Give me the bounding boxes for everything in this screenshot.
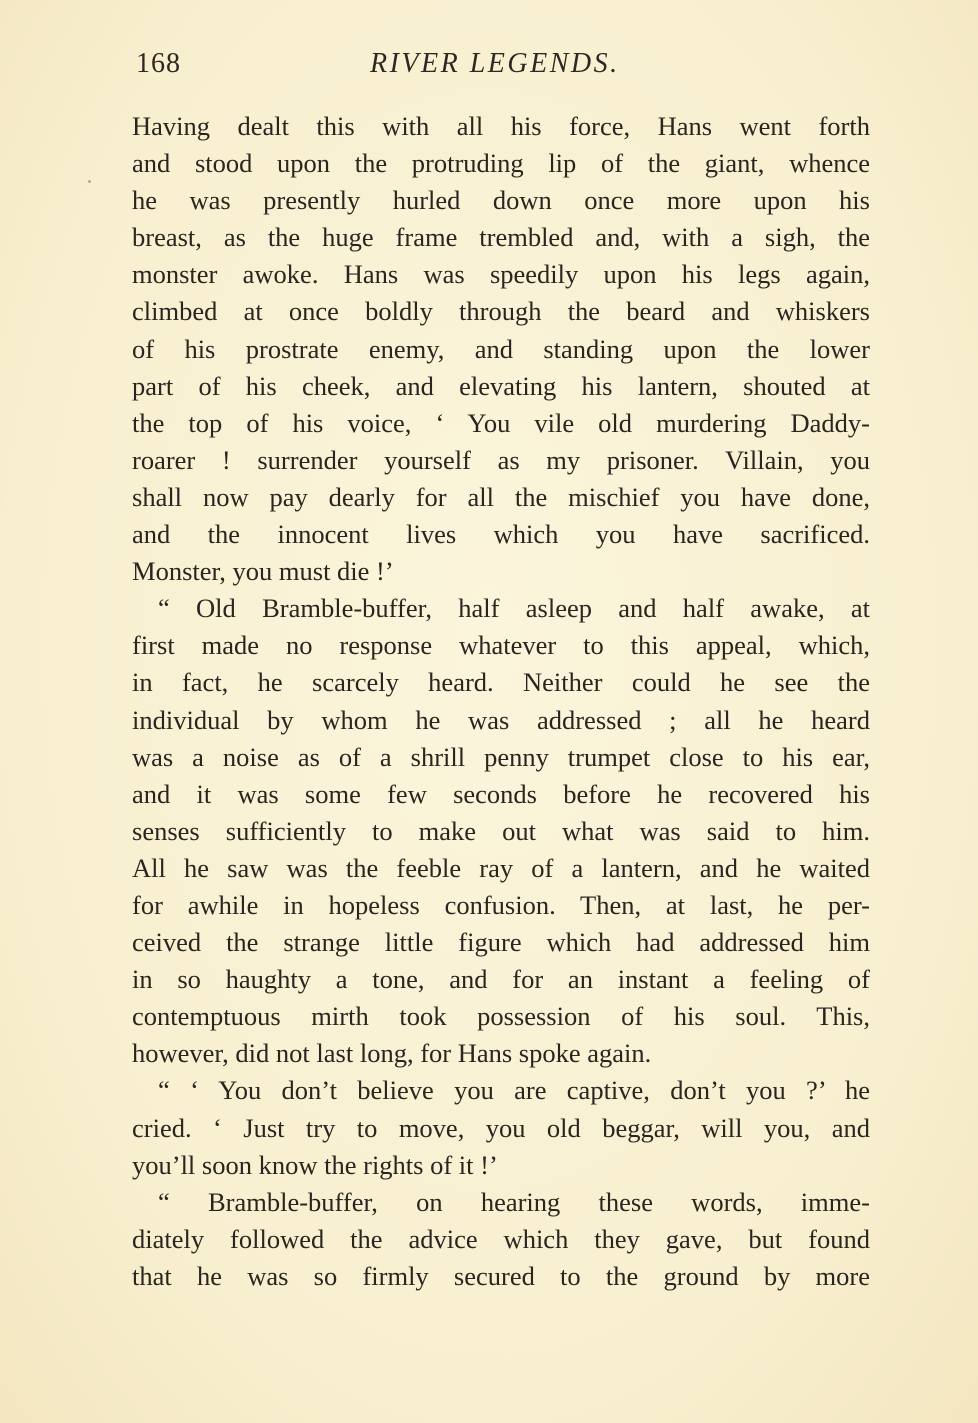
paper-fleck	[88, 180, 91, 183]
text-line: roarer ! surrender yourself as my prisoner. Villain, you	[132, 444, 870, 475]
text-line: the top of his voice, ‘ You vile old murdering Daddy-	[132, 407, 870, 438]
text-line: of his prostrate enemy, and standing upon the lower	[132, 333, 870, 364]
text-line: diately followed the advice which they gave, but found	[132, 1223, 870, 1254]
running-title: RIVER LEGENDS.	[370, 48, 620, 79]
text-line: ceived the strange little figure which had addressed him	[132, 927, 870, 958]
text-line: monster awoke. Hans was speedily upon his legs again,	[132, 259, 870, 290]
text-line: climbed at once boldly through the beard and whiskers	[132, 296, 870, 327]
text-line: individual by whom he was addressed ; all he heard	[132, 704, 870, 735]
text-line: senses sufficiently to make out what was said to him.	[132, 815, 870, 846]
text-line: you’ll soon know the rights of it !’	[132, 1149, 498, 1180]
text-line: All he saw was the feeble ray of a lantern, and he waited	[132, 852, 870, 883]
text-line: in fact, he scarcely heard. Neither could he see the	[132, 667, 870, 698]
text-line: part of his cheek, and elevating his lantern, shouted at	[132, 370, 870, 401]
running-head	[134, 48, 870, 88]
text-line: Having dealt this with all his force, Hans went forth	[132, 111, 870, 141]
text-line: cried. ‘ Just try to move, you old beggar, will you, and	[132, 1112, 870, 1143]
text-line: he was presently hurled down once more upon his	[132, 185, 870, 216]
text-line: for awhile in hopeless confusion. Then, at last, he per-	[132, 889, 870, 920]
text-line: was a noise as of a shrill penny trumpet close to his ear,	[132, 741, 870, 772]
text-line: and the innocent lives which you have sacrificed.	[132, 519, 870, 550]
text-line: shall now pay dearly for all the mischief you have done,	[132, 481, 870, 512]
text-line: first made no response whatever to this appeal, which,	[132, 630, 870, 661]
text-line: that he was so firmly secured to the ground by more	[132, 1260, 870, 1291]
text-line: Monster, you must die !’	[132, 556, 394, 587]
text-line: and it was some few seconds before he recovered his	[132, 778, 870, 809]
text-line: in so haughty a tone, and for an instant a feeling of	[132, 964, 870, 995]
text-line: “ Old Bramble-buffer, half asleep and half awake, at	[158, 593, 870, 624]
text-line: contemptuous mirth took possession of his soul. This,	[132, 1001, 870, 1032]
text-line: and stood upon the protruding lip of the giant, whence	[132, 148, 870, 179]
page-number: 168	[136, 48, 181, 79]
text-line: however, did not last long, for Hans spoke again.	[132, 1038, 652, 1069]
body-text	[132, 108, 870, 1295]
text-line: breast, as the huge frame trembled and, with a sigh, the	[132, 222, 870, 253]
text-line: “ ‘ You don’t believe you are captive, don’t you ?’ he	[158, 1075, 870, 1106]
text-line: “ Bramble-buffer, on hearing these words, imme-	[158, 1186, 870, 1217]
